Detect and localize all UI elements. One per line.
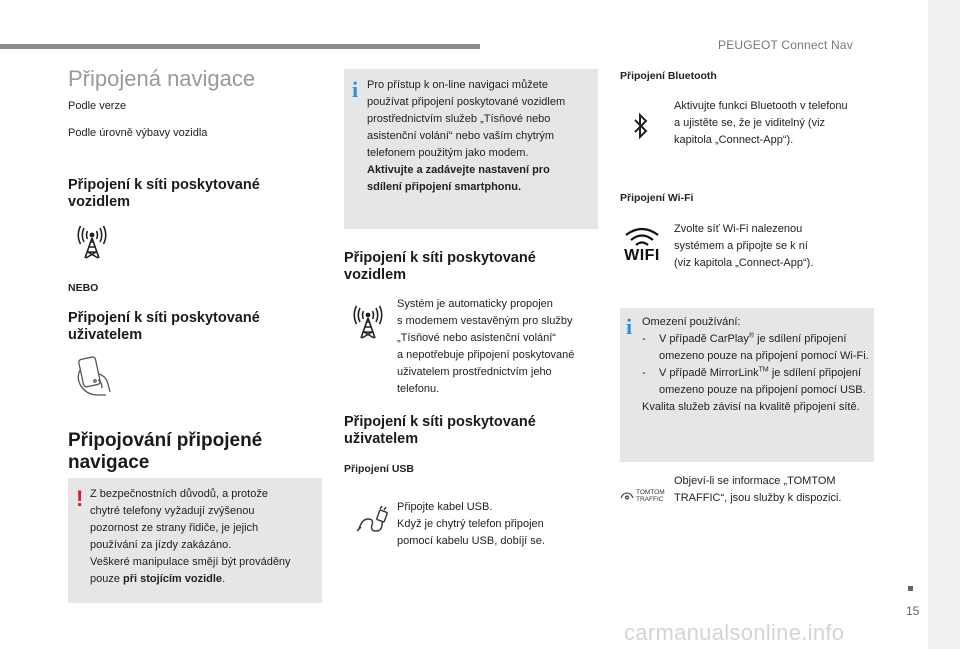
bluetooth-label: Připojení Bluetooth <box>620 70 717 82</box>
page-title: Připojená navigace <box>68 66 256 91</box>
vehicle-network-heading-2: Připojení k síti poskytované vozidlem <box>344 250 536 283</box>
bluetooth-text: Aktivujte funkci Bluetooth v telefonu a ujistěte se, že je viditelný (viz kapitola „Connect-App“). <box>674 100 848 146</box>
list-item: - V případě MirrorLink™ je sdílení připojení omezeno pouze na připojení pomocí USB. <box>642 365 872 399</box>
usb-cable-icon <box>356 505 390 535</box>
page-edge-strip <box>928 0 960 649</box>
usage-limits-box <box>620 308 874 462</box>
user-network-heading: Připojení k síti poskytované uživatelem <box>68 310 260 343</box>
user-network-heading-2: Připojení k síti poskytované uživatelem <box>344 414 536 447</box>
wifi-text: Zvolte síť Wi-Fi nalezenou systémem a připojte se k ní (viz kapitola „Connect-App“). <box>674 223 814 269</box>
or-label: NEBO <box>68 282 99 294</box>
warning-text: Z bezpečnostních důvodů, a protože chytré telefony vyžadují zvýšenou pozornost ze strany řidiče, je jejich používání za jízdy zakázáno. Veškeré manipulace smějí být prováděny pouze při stojícím vozidle. <box>90 488 291 585</box>
usage-limits-text: Omezení používání: - V případě CarPlay® je sdílení připojení omezeno pouze na připojení pomocí Wi-Fi. - V případě MirrorLink™ je sdílení připojení omezeno pouze na připojení pomocí USB. Kvalita služeb závisí na kvalitě připojení sítě. <box>642 314 872 416</box>
wifi-label: Připojení Wi-Fi <box>620 192 694 204</box>
info-icon: i <box>352 77 359 102</box>
info-text: Pro přístup k on-line navigaci můžete používat připojení poskytované vozidlem prostřednictvím služeb „Tísňové nebo asistenční volání“ nebo vaším chytrým telefonem použitým jako modem. Aktivujte a zadávejte nastavení pro sdílení připojení smartphonu. <box>367 79 566 193</box>
running-header: PEUGEOT Connect Nav <box>718 38 853 52</box>
vehicle-network-text: Systém je automaticky propojen s modemem vestavěným pro služby „Tísňové nebo asistenční volání“ a nepotřebuje připojení poskytované uživatelem prostřednictvím jeho telefonu. <box>397 298 575 395</box>
top-rule <box>0 44 480 49</box>
antenna-icon-2 <box>350 304 386 340</box>
vehicle-network-heading: Připojení k síti poskytované vozidlem <box>68 177 260 210</box>
info-icon-2: i <box>626 314 633 339</box>
connecting-heading: Připojování připojené navigace <box>68 430 263 473</box>
usb-text: Připojte kabel USB. Když je chytrý telefon připojen pomocí kabelu USB, dobíjí se. <box>397 501 545 547</box>
page-marker <box>908 586 913 591</box>
list-item: - V případě CarPlay® je sdílení připojení omezeno pouze na připojení pomocí Wi-Fi. <box>642 331 872 365</box>
page-number: 15 <box>906 604 920 618</box>
wifi-icon-text: WIFI <box>624 247 660 264</box>
warning-icon: ! <box>76 486 84 511</box>
usage-limits-list <box>642 331 872 399</box>
smartphone-hand-icon <box>72 352 118 398</box>
usb-label: Připojení USB <box>344 463 415 475</box>
tomtom-text: Objeví-li se informace „TOMTOM TRAFFIC“, jsou služby k dispozici. <box>674 475 842 504</box>
version-note: Podle verze <box>68 100 127 112</box>
watermark: carmanualsonline.info <box>624 620 845 645</box>
equipment-note: Podle úrovně výbavy vozidla <box>68 127 208 139</box>
antenna-icon <box>74 224 110 260</box>
info-box-online-navigation <box>344 69 598 229</box>
wifi-icon <box>620 225 664 269</box>
bluetooth-icon <box>632 112 650 140</box>
warning-box <box>68 478 322 603</box>
tomtom-traffic-icon: TOMTOM TRAFFIC <box>620 489 666 503</box>
